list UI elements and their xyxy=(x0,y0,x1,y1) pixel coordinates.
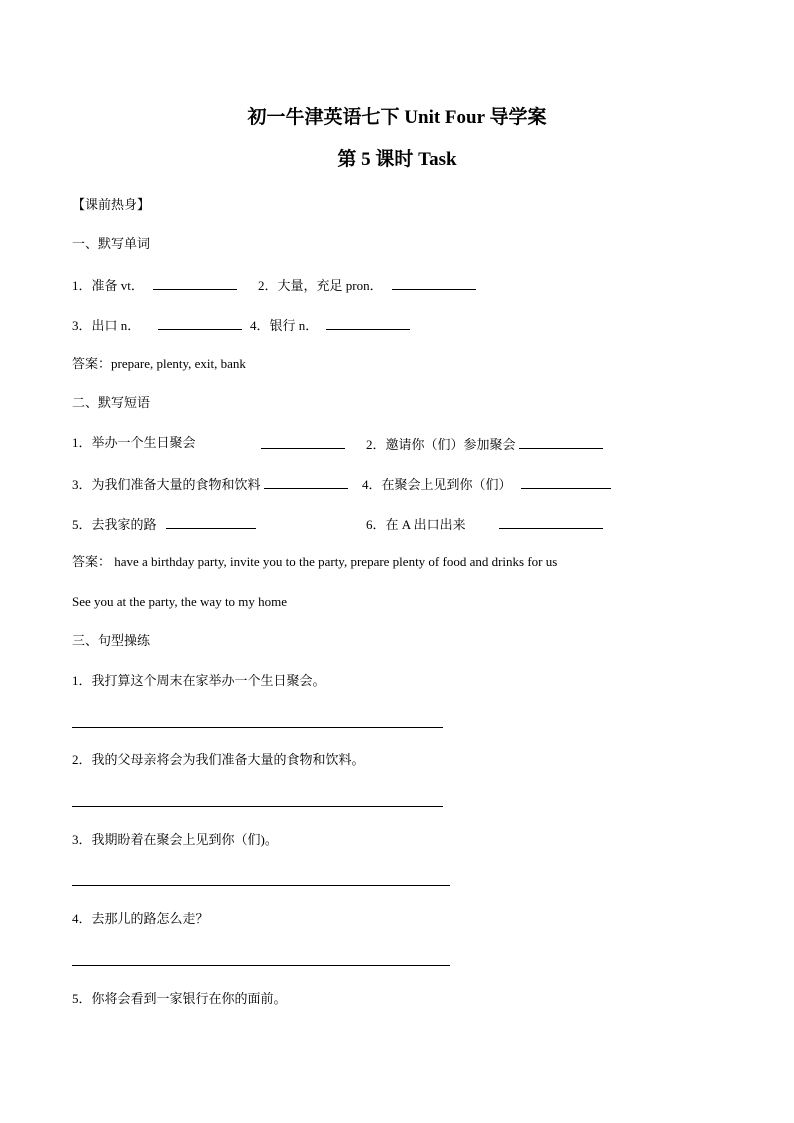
part1-q3-text: 3．出口 n． xyxy=(72,318,141,333)
part1-q1 xyxy=(72,276,237,294)
part2-q2 xyxy=(366,435,603,453)
lesson-subtitle: 第 5 课时 Task xyxy=(337,149,457,170)
part1-q2-text: 2．大量，充足 pron． xyxy=(258,278,383,293)
part1-q4-blank[interactable] xyxy=(326,316,410,330)
part2-q5-text: 5．去我家的路 xyxy=(72,517,157,532)
section-heading-warmup: 【课前热身】 xyxy=(72,197,151,212)
part1-q4 xyxy=(250,316,410,334)
part3-q5: 5．你将会看到一家银行在你的面前。 xyxy=(72,991,287,1006)
part3-q1-answer-line[interactable] xyxy=(72,727,443,728)
part2-q2-blank[interactable] xyxy=(519,435,603,449)
part1-q2 xyxy=(258,276,476,294)
part2-q3 xyxy=(72,475,348,493)
part2-q2-text: 2．邀请你（们）参加聚会 xyxy=(366,437,516,452)
part3-q1: 1．我打算这个周末在家举办一个生日聚会。 xyxy=(72,673,326,688)
part1-heading: 一、默写单词 xyxy=(72,236,151,251)
part2-q5 xyxy=(72,515,256,533)
part1-q4-text: 4．银行 n． xyxy=(250,318,319,333)
part2-q1-text: 1．举办一个生日聚会 xyxy=(72,435,196,450)
part1-q1-blank[interactable] xyxy=(153,276,237,290)
part3-q3-answer-line[interactable] xyxy=(72,885,450,886)
part1-q3 xyxy=(72,316,242,334)
part2-q6-blank[interactable] xyxy=(499,515,603,529)
part3-heading: 三、句型操练 xyxy=(72,633,151,648)
part2-q4-text: 4．在聚会上见到你（们） xyxy=(362,477,512,492)
part2-answer-line1: 答案： have a birthday party, invite you to the party, prepare plenty of food and drinks for us xyxy=(72,554,558,569)
part2-q6-text: 6．在 A 出口出来 xyxy=(366,517,466,532)
part3-q2-answer-line[interactable] xyxy=(72,806,443,807)
part1-q1-text: 1．准备 vt． xyxy=(72,278,144,293)
part1-q2-blank[interactable] xyxy=(392,276,476,290)
part2-q1 xyxy=(72,435,196,451)
part1-q3-blank[interactable] xyxy=(158,316,242,330)
part2-q4 xyxy=(362,475,611,493)
part2-q4-blank[interactable] xyxy=(521,475,611,489)
part3-q4: 4．去那儿的路怎么走？ xyxy=(72,911,209,926)
part2-q3-blank[interactable] xyxy=(264,475,348,489)
part1-answer: 答案：prepare, plenty, exit, bank xyxy=(72,356,246,371)
part2-q6 xyxy=(366,515,603,533)
part3-q3: 3．我期盼着在聚会上见到你（们)。 xyxy=(72,832,278,847)
part3-q4-answer-line[interactable] xyxy=(72,965,450,966)
part2-q3-text: 3．为我们准备大量的食物和饮料 xyxy=(72,477,261,492)
part2-q1-blank[interactable] xyxy=(261,435,345,449)
page-title: 初一牛津英语七下 Unit Four 导学案 xyxy=(247,107,547,128)
part2-q5-blank[interactable] xyxy=(166,515,256,529)
part2-heading: 二、默写短语 xyxy=(72,395,151,410)
part3-q2: 2．我的父母亲将会为我们准备大量的食物和饮料。 xyxy=(72,752,365,767)
part2-answer-line2: See you at the party, the way to my home xyxy=(72,594,288,609)
